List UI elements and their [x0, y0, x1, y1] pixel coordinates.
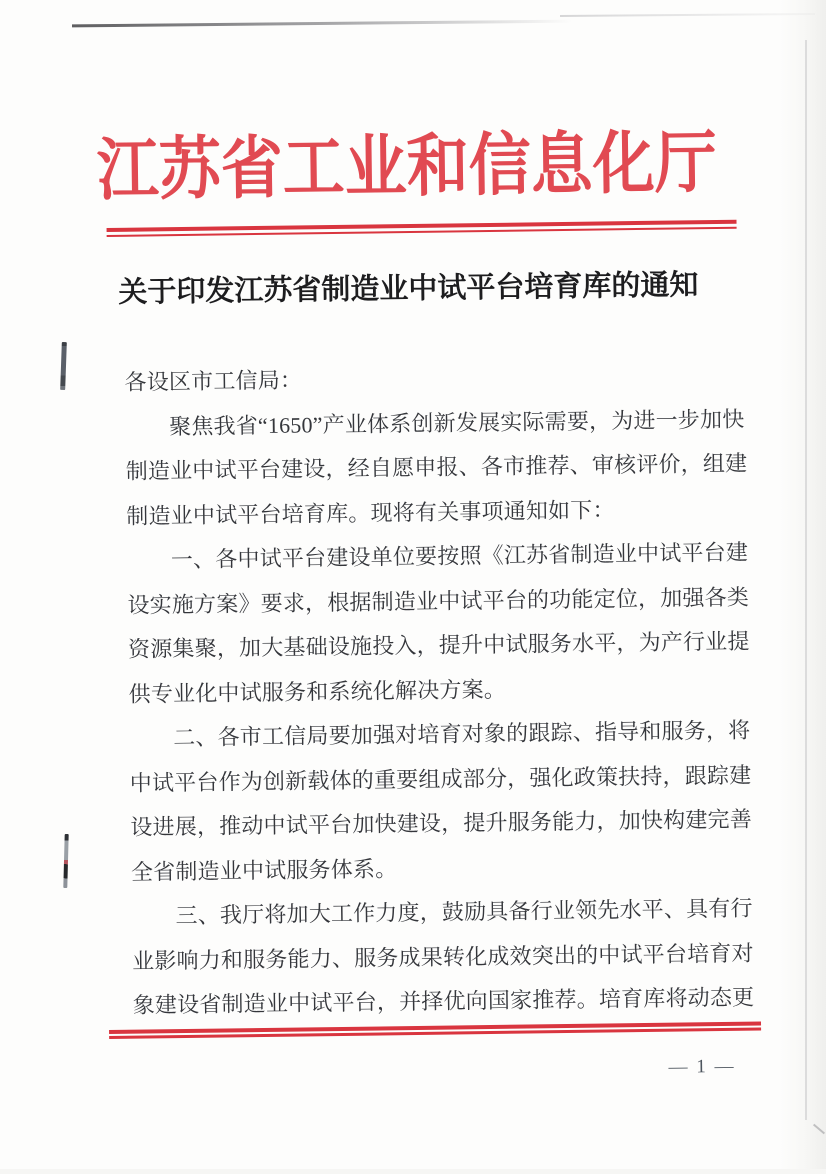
body-line: 聚焦我省“1650”产业体系创新发展实际需要，为进一步加快 — [168, 406, 745, 439]
document-body — [124, 353, 757, 1029]
body-line: 设实施方案》要求，根据制造业中试平台的功能定位，加强各类 — [127, 584, 750, 618]
body-line: 三、我厅将加大工作力度，鼓励具备行业领先水平、具有行 — [175, 895, 753, 929]
body-line: 一、各中试平台建设单位要按照《江苏省制造业中试平台建 — [170, 539, 749, 573]
body-line: 中试平台作为创新载体的重要组成部分，强化政策扶持，跟踪建 — [129, 762, 752, 796]
paragraphs — [125, 397, 757, 1028]
body-line: 全省制造业中试服务体系。 — [130, 855, 398, 885]
body-line: 二、各市工信局要加强对培育对象的跟踪、指导和服务，将 — [173, 717, 751, 751]
body-line: 业影响力和服务能力、服务成果转化成效突出的中试平台培育对 — [131, 940, 754, 974]
document-title: 关于印发江苏省制造业中试平台培育库的通知 — [118, 269, 699, 309]
page-number: — 1 — — [668, 1055, 736, 1078]
body-line: 制造业中试平台培育库。现将有关事项通知如下： — [126, 496, 615, 529]
body-line: 制造业中试平台建设，经自愿申报、各市推荐、审核评价，组建 — [125, 450, 748, 484]
agency-letterhead: 江苏省工业和信息化厅 — [96, 126, 718, 210]
body-line: 象建设省制造业中试平台，并择优向国家推荐。培育库将动态更 — [132, 984, 755, 1018]
body-line: 设进展，推动中试平台加快建设，提升服务能力，加快构建完善 — [130, 806, 753, 840]
body-line: 供专业化中试服务和系统化解决方案。 — [128, 676, 507, 707]
letterhead-red-rule — [107, 220, 737, 237]
salutation: 各设区市工信局： — [124, 367, 303, 395]
body-line: 资源集聚，加大基础设施投入，提升中试服务水平，为产行业提 — [127, 628, 750, 662]
